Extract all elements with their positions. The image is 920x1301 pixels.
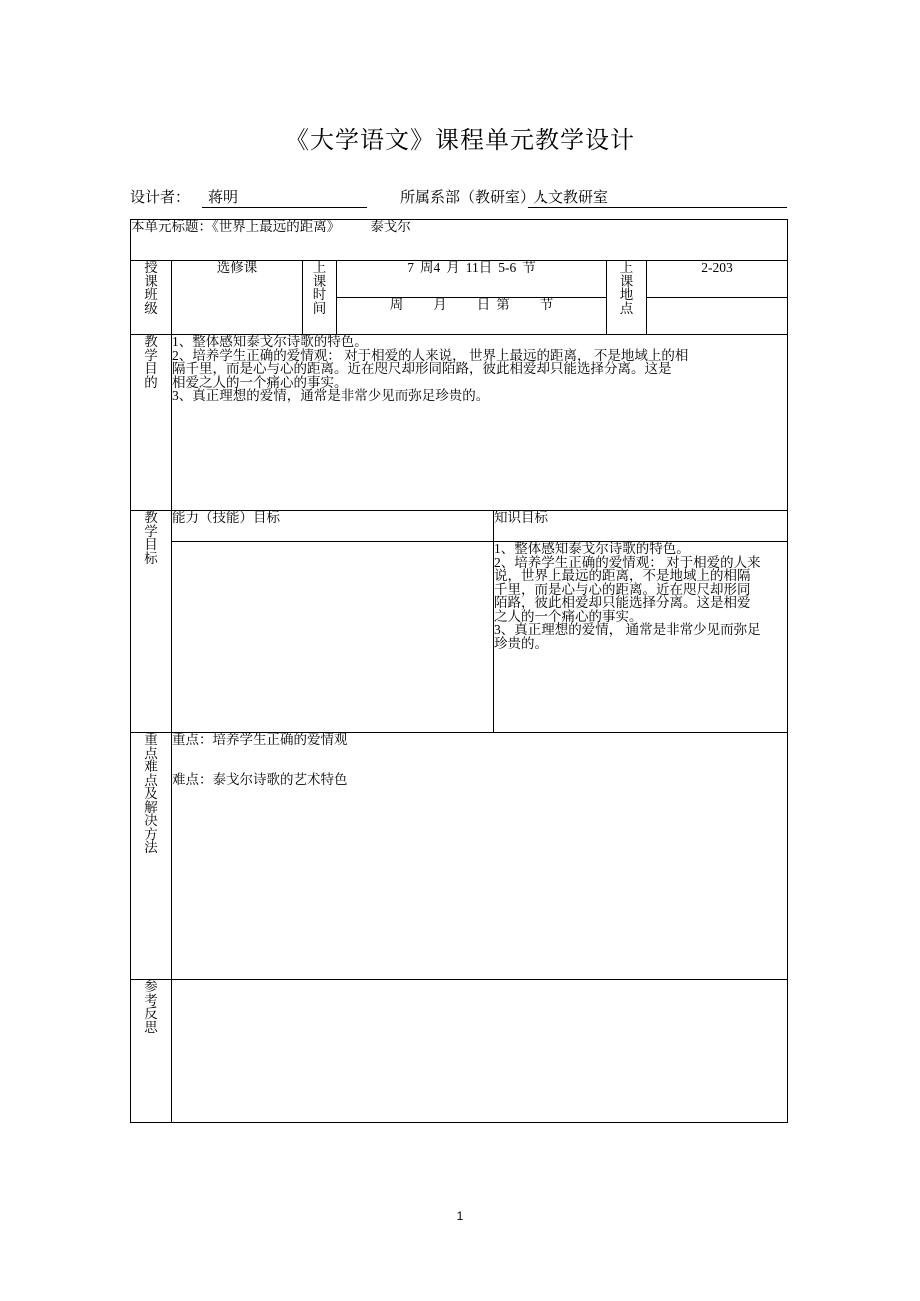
purpose-line: 1、整体感知泰戈尔诗歌的特色。	[172, 334, 368, 349]
vertical-label-char: 的	[144, 374, 158, 390]
time-blank-period: 节	[539, 297, 554, 312]
vertical-label-char: 考	[144, 992, 158, 1008]
time-blank-week: 周	[389, 297, 404, 312]
vertical-label-char: 及	[144, 786, 158, 801]
purpose-body-cell	[172, 335, 788, 511]
vertical-label-char: 难	[144, 759, 158, 774]
place-value-cell: 2-203	[647, 261, 788, 298]
vertical-label-char: 课	[144, 273, 158, 289]
purpose-line: 2、培养学生正确的爱情观： 对于相爱的人来说， 世界上最远的距离， 不是地域上的相	[172, 347, 689, 363]
vertical-label-char: 教	[144, 334, 158, 349]
unit-title-label: 本单元标题：《世界上最远的距离》	[131, 219, 341, 234]
page-title: 《大学语文》课程单元教学设计	[285, 128, 635, 154]
vertical-label-char: 地	[619, 287, 634, 302]
vertical-label-char: 反	[144, 1006, 158, 1021]
time-value-cell	[337, 261, 607, 298]
purpose-line: 隔千里，而是心与心的距离。近在咫尺却形同陌路，彼此相爱却只能选择分离。这是	[172, 361, 672, 376]
objectives-label-cell	[131, 511, 172, 733]
vertical-label-char: 班	[144, 287, 158, 302]
unit-design-table	[130, 219, 788, 1123]
knowledge-line: 2、培养学生正确的爱情观： 对于相爱的人来	[494, 554, 761, 570]
time-blank-day: 日	[476, 297, 491, 312]
table-row-class-time	[131, 261, 788, 298]
vertical-label-char: 时	[312, 287, 327, 302]
time-month-value: 4	[433, 260, 441, 275]
knowledge-line: 陌路，彼此相爱却只能选择分离。这是相爱	[494, 595, 751, 610]
unit-title-author: 泰戈尔	[370, 219, 411, 234]
department-value: 人文教研室	[533, 190, 609, 206]
designer-underline	[202, 207, 367, 208]
time-blank-month: 月	[433, 297, 447, 312]
department-label: 所属系部（教研室） ：	[400, 190, 554, 206]
time-period-unit: 节	[522, 260, 536, 275]
keypoint-line: 重点：培养学生正确的爱情观	[172, 732, 348, 747]
keypoint-line: 难点：泰戈尔诗歌的艺术特色	[172, 771, 348, 787]
table-row-unit-title	[131, 220, 788, 261]
reflection-label-cell	[131, 980, 172, 1123]
time-day-unit: 日	[478, 260, 493, 275]
table-row-objectives-body	[131, 542, 788, 733]
vertical-label-char: 点	[144, 772, 158, 788]
purpose-line: 3、真正理想的爱情，通常是非常少见而弥足珍贵的。	[172, 388, 490, 403]
knowledge-line: 千里，而是心与心的距离。近在咫尺却形同	[494, 581, 751, 597]
vertical-label-char: 目	[144, 537, 158, 552]
knowledge-line: 1、整体感知泰戈尔诗歌的特色。	[494, 541, 690, 556]
vertical-label-char: 解	[144, 799, 158, 815]
reflection-body-cell	[172, 980, 788, 1123]
knowledge-line: 之人的一个痛心的事实。	[494, 608, 643, 624]
time-blank-di: 第	[496, 297, 510, 312]
vertical-label-char: 学	[144, 523, 158, 539]
time-week-unit: 周	[420, 260, 434, 275]
time-label-cell	[303, 261, 337, 335]
vertical-label-char: 方	[144, 826, 158, 842]
table-row-purpose	[131, 335, 788, 511]
page-number: 1	[456, 1209, 464, 1223]
place-label-cell	[607, 261, 647, 335]
knowledge-objective-header: 知识目标	[494, 511, 788, 542]
vertical-label-char: 目	[144, 361, 158, 376]
vertical-label-char: 决	[144, 813, 158, 828]
place-value-blank-cell	[647, 298, 788, 335]
vertical-label-char: 上	[619, 260, 634, 275]
vertical-label-char: 级	[144, 300, 158, 316]
vertical-label-char: 点	[144, 745, 158, 761]
vertical-label-char: 学	[144, 347, 158, 363]
vertical-label-char: 标	[144, 550, 158, 566]
time-blank-cell	[337, 298, 607, 335]
vertical-label-char: 教	[144, 510, 158, 525]
knowledge-line: 说，世界上最远的距离，不是地域上的相隔	[494, 568, 751, 583]
document-meta-line	[130, 186, 790, 210]
vertical-label-char: 点	[619, 300, 634, 316]
time-period-value: 5-6	[498, 260, 517, 275]
designer-value: 蒋明	[208, 190, 239, 206]
department-underline	[528, 207, 787, 208]
skill-objective-body	[172, 542, 494, 733]
purpose-line: 相爱之人的一个痛心的事实。	[172, 374, 348, 390]
vertical-label-char: 间	[312, 300, 327, 316]
designer-label: 设计者：	[130, 190, 191, 206]
vertical-label-char: 课	[312, 273, 327, 289]
purpose-label-cell	[131, 335, 172, 511]
vertical-label-char: 课	[619, 273, 634, 289]
class-label-cell	[131, 261, 172, 335]
time-week-value: 7	[407, 260, 414, 275]
time-day-value: 11	[465, 260, 479, 275]
time-month-unit: 月	[446, 260, 460, 275]
table-row-objectives-header	[131, 511, 788, 542]
knowledge-line: 3、真正理想的爱情， 通常是非常少见而弥足	[494, 622, 761, 637]
unit-title-cell	[131, 220, 788, 261]
keypoints-label-cell	[131, 733, 172, 980]
knowledge-objective-body	[494, 542, 788, 733]
skill-objective-header: 能力（技能）目标	[172, 511, 494, 542]
vertical-label-char: 重	[144, 732, 158, 747]
vertical-label-char: 思	[144, 1019, 158, 1035]
vertical-label-char: 参	[144, 979, 158, 994]
vertical-label-char: 上	[312, 260, 327, 275]
vertical-label-char: 授	[144, 260, 158, 275]
table-row-keypoints	[131, 733, 788, 980]
table-row-reflection	[131, 980, 788, 1123]
vertical-label-char: 法	[144, 840, 158, 855]
keypoints-body-cell	[172, 733, 788, 980]
knowledge-line: 珍贵的。	[494, 635, 548, 651]
class-value-cell: 选修课	[172, 261, 303, 335]
